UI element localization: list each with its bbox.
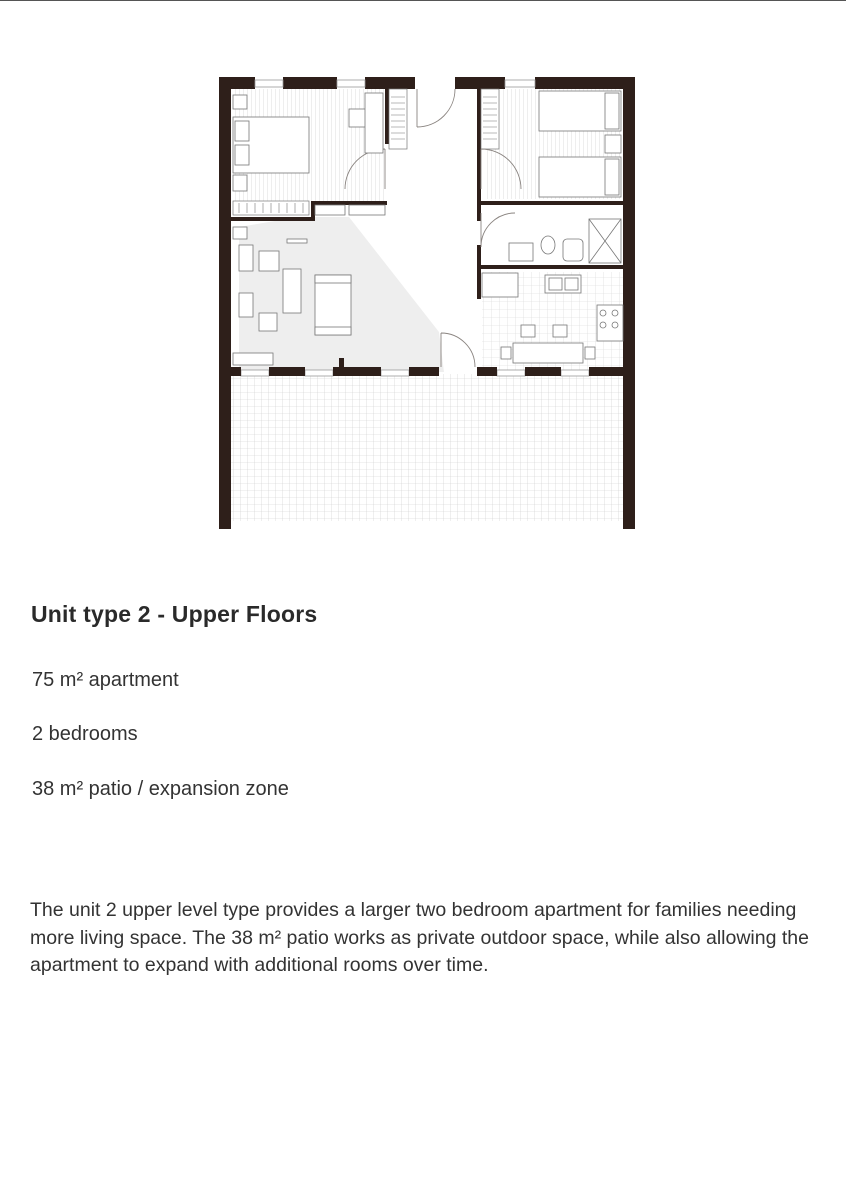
patio-area	[229, 374, 625, 521]
spec-patio: 38 m² patio / expansion zone	[32, 778, 289, 800]
hall-cabinet	[315, 205, 345, 215]
hall-shelf	[349, 205, 385, 215]
top-divider	[0, 0, 846, 1]
page-title: Unit type 2 - Upper Floors	[31, 601, 318, 627]
spec-bedrooms: 2 bedrooms	[32, 723, 138, 745]
floor-plan	[219, 77, 635, 529]
spec-area: 75 m² apartment	[32, 669, 179, 691]
description-paragraph: The unit 2 upper level type provides a larger two bedroom apartment for families needing more living space. The 38 m² patio works as private outdoor space, while also allowing the apartment to expand with additional rooms over time.	[30, 899, 809, 976]
